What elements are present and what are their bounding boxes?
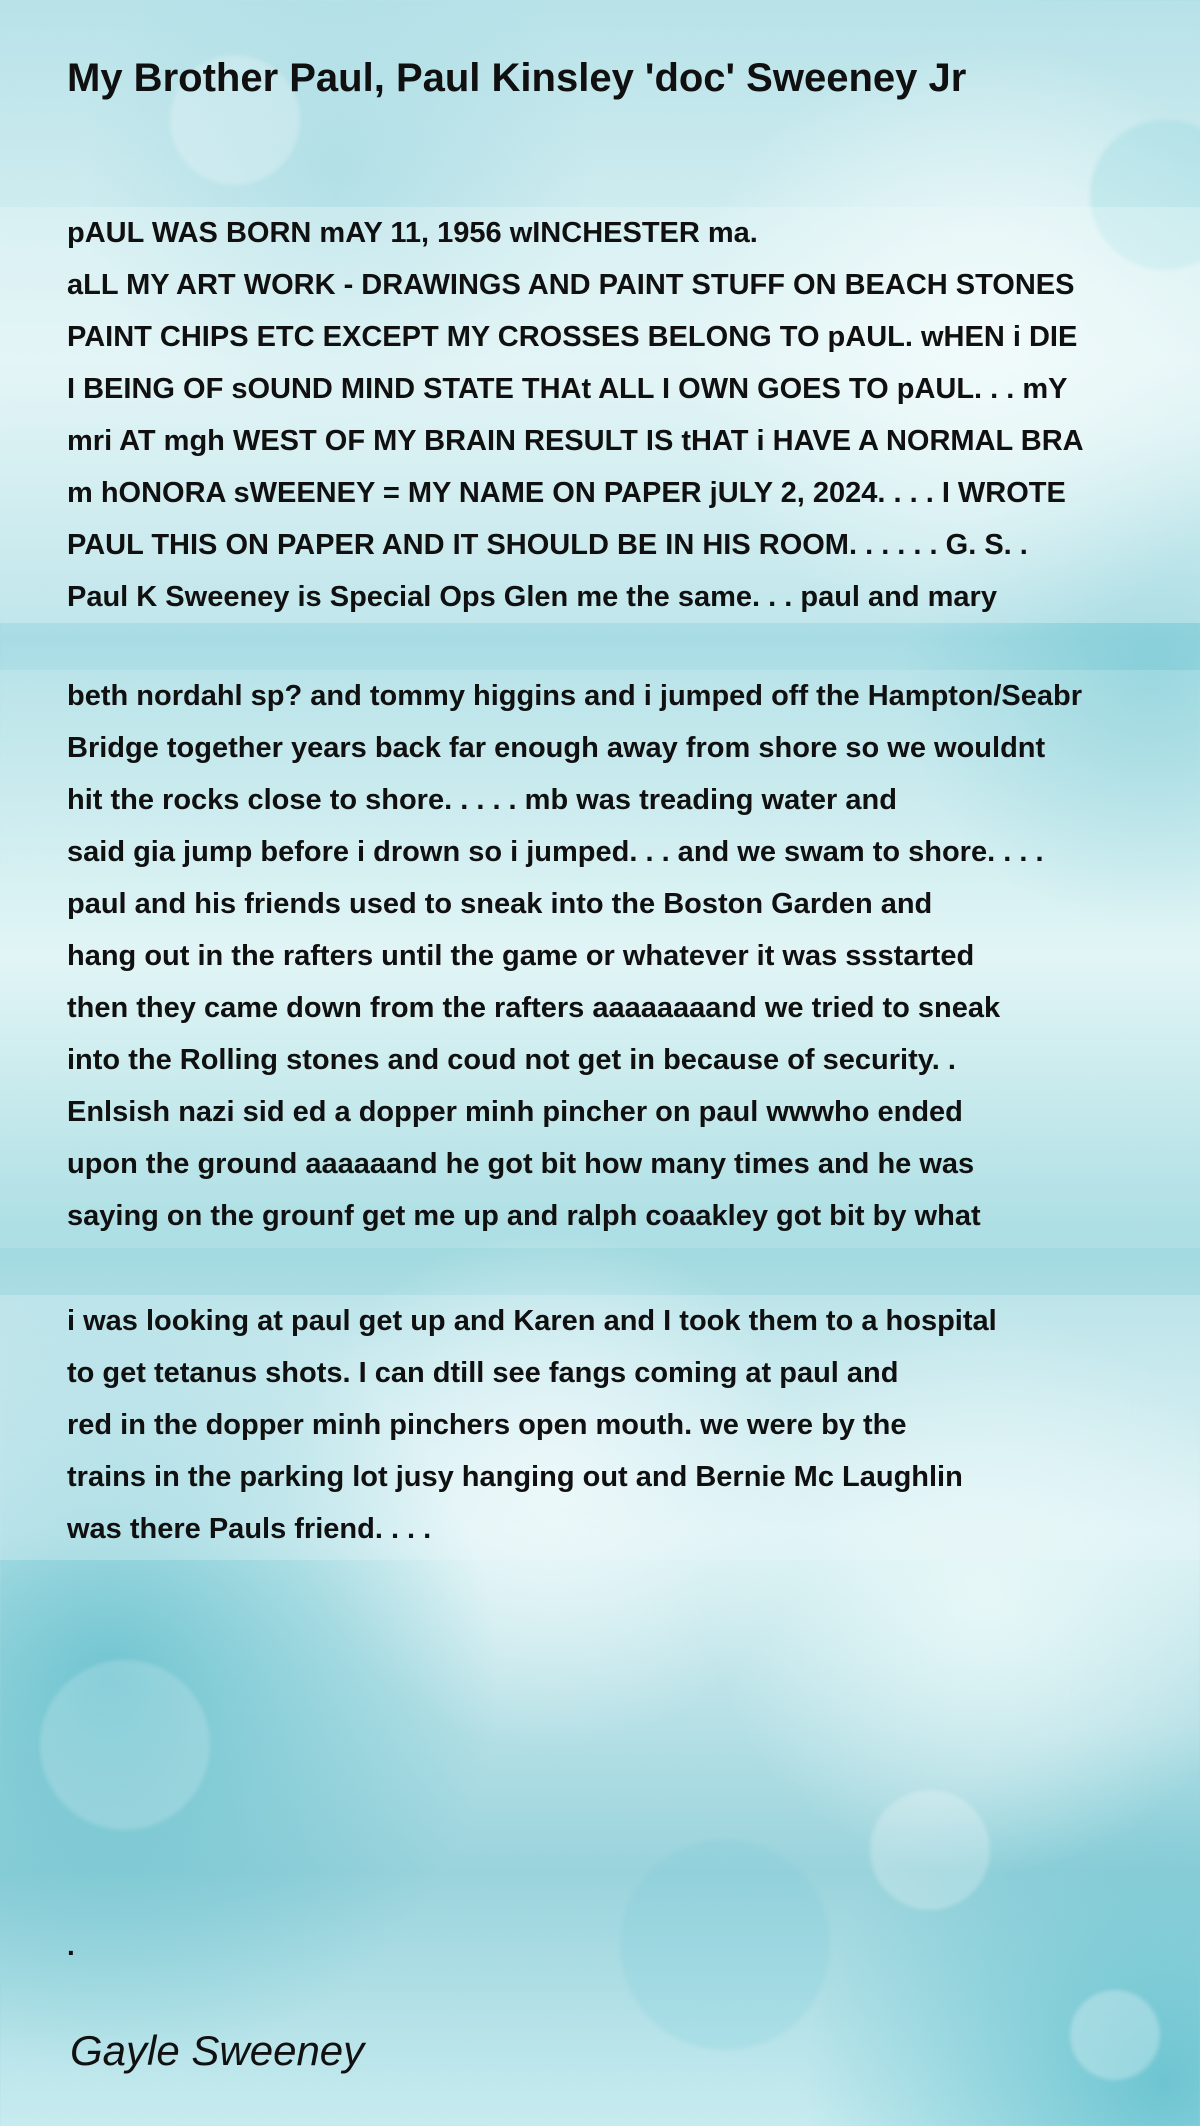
poem-line: paul and his friends used to sneak into the Boston Garden and xyxy=(67,888,933,920)
poem-line: I BEING OF sOUND MIND STATE THAt ALL I OWN GOES TO pAUL. . . mY xyxy=(67,373,1068,405)
poem-line: Paul K Sweeney is Special Ops Glen me the same. . . paul and mary xyxy=(67,581,997,613)
poem-line: saying on the grounf get me up and ralph coaakley got bit by what xyxy=(67,1200,981,1232)
author-name: Gayle Sweeney xyxy=(70,2027,365,2074)
poem-stanza-1 xyxy=(0,207,1200,623)
poem-title: My Brother Paul, Paul Kinsley 'doc' Sweeney Jr xyxy=(67,56,967,100)
poem-line: into the Rolling stones and coud not get in because of security. . xyxy=(67,1044,956,1076)
poem-line: PAUL THIS ON PAPER AND IT SHOULD BE IN HIS ROOM. . . . . . G. S. . xyxy=(67,529,1028,561)
poem-line: Bridge together years back far enough away from shore so we wouldnt xyxy=(67,732,1046,764)
poem-line: red in the dopper minh pinchers open mouth. we were by the xyxy=(67,1409,907,1441)
poem-line: to get tetanus shots. I can dtill see fangs coming at paul and xyxy=(67,1357,899,1389)
background-bokeh xyxy=(620,1840,830,2050)
background-bokeh xyxy=(870,1790,990,1910)
poem-line: Enlsish nazi sid ed a dopper minh pincher on paul wwwho ended xyxy=(67,1096,963,1128)
poem-line: beth nordahl sp? and tommy higgins and i jumped off the Hampton/Seabr xyxy=(67,680,1083,712)
poem-line: i was looking at paul get up and Karen and I took them to a hospital xyxy=(67,1305,997,1337)
poem-line: trains in the parking lot jusy hanging out and Bernie Mc Laughlin xyxy=(67,1461,963,1493)
closing-mark: . xyxy=(67,1930,75,1961)
poem-stanza-2 xyxy=(0,670,1200,1248)
background-bokeh xyxy=(40,1660,210,1830)
poem-line: PAINT CHIPS ETC EXCEPT MY CROSSES BELONG TO pAUL. wHEN i DIE xyxy=(67,321,1078,353)
poem-line: aLL MY ART WORK - DRAWINGS AND PAINT STUFF ON BEACH STONES xyxy=(67,269,1075,301)
poem-line: pAUL WAS BORN mAY 11, 1956 wINCHESTER ma. xyxy=(67,217,758,249)
background-bokeh xyxy=(1070,1990,1160,2080)
poem-line: upon the ground aaaaaand he got bit how many times and he was xyxy=(67,1148,975,1180)
poem-line: was there Pauls friend. . . . xyxy=(67,1513,432,1545)
poem-line: hit the rocks close to shore. . . . . mb was treading water and xyxy=(67,784,897,816)
poem-line: hang out in the rafters until the game or whatever it was ssstarted xyxy=(67,940,975,972)
poem-line: m hONORA sWEENEY = MY NAME ON PAPER jULY 2, 2024. . . . I WROTE xyxy=(67,477,1066,509)
poem-line: said gia jump before i drown so i jumped. . . and we swam to shore. . . . xyxy=(67,836,1044,868)
poem-line: then they came down from the rafters aaaaaaaand we tried to sneak xyxy=(67,992,1001,1024)
poem-stanza-3 xyxy=(0,1295,1200,1560)
poem-line: mri AT mgh WEST OF MY BRAIN RESULT IS tHAT i HAVE A NORMAL BRA xyxy=(67,425,1084,457)
